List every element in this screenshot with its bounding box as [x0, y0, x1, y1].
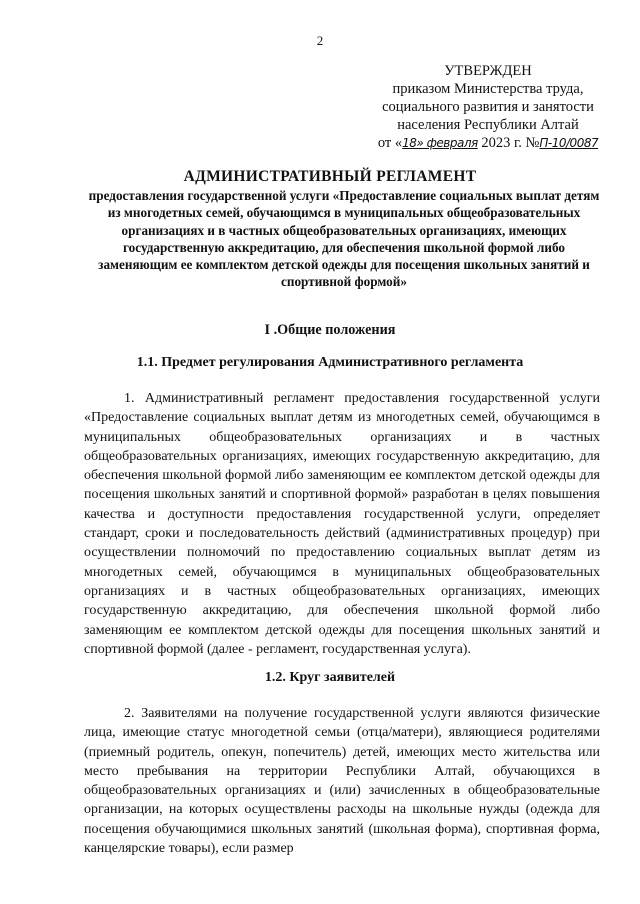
- approval-stamp: [368, 62, 608, 152]
- paragraph-2: 2. Заявителями на получение государственной услуги являются физические лица, имеющие статус многодетной семьи (отца/матери), являющиеся родителями (приемный родитель, опекун, попечитель) детей, имеющих место жительства или место пребывания на территории Республики Алтай, обучающихся в общеобразовательных организациях и (или) зачисленных в общеобразовательные организации, на которых осуществлены расходы на школьные нужды (одежда для посещения обучающимися школьных занятий (школьная форма), спортивная форма, канцелярские товары), если размер: [84, 706, 600, 857]
- date-year: 2023 г. №: [477, 135, 540, 151]
- handwritten-number: П-10/0087: [539, 136, 599, 150]
- date-prefix: от «: [377, 135, 403, 151]
- approval-line-1: приказом Министерства труда,: [392, 81, 584, 97]
- approval-line-3: населения Республики Алтай: [397, 117, 579, 133]
- approval-heading: УТВЕРЖДЕН: [444, 63, 532, 79]
- document-subtitle: предоставления государственной услуги «Предоставление социальных выплат детям из многодетных семей, обучающимся в муниципальных общеобразовательных организациях и в частных общеобразовательных организациях, имеющих государственную аккредитацию, для обеспечения школьной формой либо заменяющим ее комплектом детской одежды для посещения школьных занятий и спортивной формой»: [88, 188, 600, 290]
- approval-line-2: социального развития и занятости: [382, 99, 594, 115]
- document-title: АДМИНИСТРАТИВНЫЙ РЕГЛАМЕНТ: [183, 168, 477, 185]
- approval-date-line: [368, 134, 608, 152]
- page-number: 2: [316, 33, 324, 48]
- handwritten-date: 18» февраля: [402, 136, 478, 150]
- section-heading: I .Общие положения: [264, 322, 396, 338]
- subsection-heading-1-1: 1.1. Предмет регулирования Административного регламента: [136, 355, 524, 370]
- paragraph-1: 1. Административный регламент предоставления государственной услуги «Предоставление социальных выплат детям из многодетных семей, обучающимся в муниципальных общеобразовательных организациях и в частных общеобразовательных организациях, имеющих государственную аккредитацию, для обеспечения школьной формой либо заменяющим ее комплектом детской одежды для посещения школьных занятий и спортивной формой» разработан в целях повышения качества и доступности предоставления государственной услуги, определяет стандарт, сроки и последовательность действий (административных процедур) при осуществлении полномочий по предоставлению социальных выплат детям из многодетных семей, обучающимся в муниципальных общеобразовательных организациях и в частных общеобразовательных организациях, имеющих государственную аккредитацию, для обеспечения школьной формой либо заменяющим ее комплектом детской одежды для посещения школьных занятий и спортивной формой (далее - регламент, государственная услуга).: [84, 391, 600, 657]
- subsection-heading-1-2: 1.2. Круг заявителей: [264, 670, 396, 685]
